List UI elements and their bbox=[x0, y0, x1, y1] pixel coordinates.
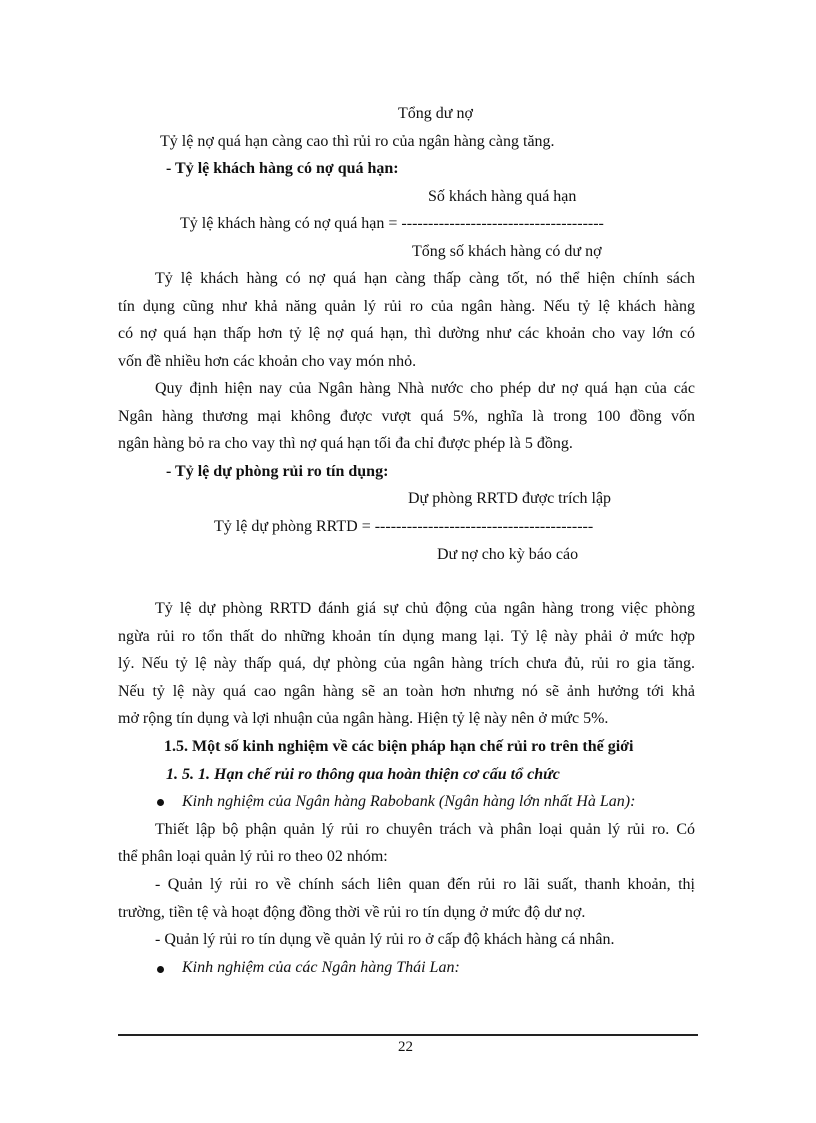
paragraph-line: Nếu tỷ lệ này quá cao ngân hàng sẽ an toàn hơn nhưng nó sẽ ảnh hưởng tới khả bbox=[118, 683, 695, 700]
paragraph-line: vốn đề nhiều hơn các khoản cho vay món nhỏ. bbox=[118, 353, 417, 370]
formula-numerator: Số khách hàng quá hạn bbox=[428, 188, 577, 205]
formula-line: Tỷ lệ dự phòng RRTD = ----------------------------------------- bbox=[214, 518, 594, 535]
bullet-icon bbox=[157, 799, 164, 806]
paragraph-line: trường, tiền tệ và hoạt động đồng thời về rủi ro tín dụng ở mức độ dư nợ. bbox=[118, 904, 586, 921]
paragraph-line: Tỷ lệ dự phòng RRTD đánh giá sự chủ động của ngân hàng trong việc phòng bbox=[155, 600, 695, 617]
paragraph-line: Tỷ lệ nợ quá hạn càng cao thì rủi ro của ngân hàng càng tăng. bbox=[160, 133, 555, 150]
formula-denominator: Dư nợ cho kỳ báo cáo bbox=[437, 546, 579, 563]
paragraph-line: có nợ quá hạn thấp hơn tỷ lệ nợ quá hạn, thì dường như các khoản cho vay lớn có bbox=[118, 325, 695, 342]
section-label: - Tỷ lệ dự phòng rủi ro tín dụng: bbox=[166, 463, 389, 480]
dash-item: - Quản lý rủi ro tín dụng về quản lý rủi ro ở cấp độ khách hàng cá nhân. bbox=[155, 931, 615, 948]
subsection-heading: 1. 5. 1. Hạn chế rủi ro thông qua hoàn thiện cơ cấu tổ chức bbox=[166, 766, 560, 783]
bullet-item: Kinh nghiệm của Ngân hàng Rabobank (Ngân hàng lớn nhất Hà Lan): bbox=[182, 793, 636, 810]
section-label: - Tỷ lệ khách hàng có nợ quá hạn: bbox=[166, 160, 399, 177]
formula-denominator: Tổng số khách hàng có dư nợ bbox=[412, 243, 602, 260]
paragraph-line: Tỷ lệ khách hàng có nợ quá hạn càng thấp càng tốt, nó thể hiện chính sách bbox=[155, 270, 695, 287]
paragraph-line: mở rộng tín dụng và lợi nhuận của ngân hàng. Hiện tỷ lệ này nên ở mức 5%. bbox=[118, 710, 609, 727]
bullet-icon bbox=[157, 966, 164, 973]
paragraph-line: tín dụng cũng như khả năng quản lý rủi ro của ngân hàng. Nếu tỷ lệ khách hàng bbox=[118, 298, 695, 315]
paragraph-line: ngừa rủi ro tổn thất do những khoản tín dụng mang lại. Tỷ lệ này phải ở mức hợp bbox=[118, 628, 695, 645]
formula-denominator: Tổng dư nợ bbox=[398, 105, 473, 122]
formula-numerator: Dự phòng RRTD được trích lập bbox=[408, 490, 612, 507]
paragraph-line: thể phân loại quản lý rủi ro theo 02 nhóm: bbox=[118, 848, 388, 865]
paragraph-line: Thiết lập bộ phận quản lý rủi ro chuyên trách và phân loại quản lý rủi ro. Có bbox=[155, 821, 695, 838]
paragraph-line: lý. Nếu tỷ lệ này thấp quá, dự phòng của ngân hàng trích chưa đủ, rủi ro gia tăng. bbox=[118, 655, 695, 672]
paragraph-line: ngân hàng bỏ ra cho vay thì nợ quá hạn tối đa chỉ được phép là 5 đồng. bbox=[118, 435, 573, 452]
section-heading: 1.5. Một số kinh nghiệm về các biện pháp hạn chế rủi ro trên thế giới bbox=[164, 738, 634, 755]
bullet-item: Kinh nghiệm của các Ngân hàng Thái Lan: bbox=[182, 959, 460, 976]
page-number: 22 bbox=[398, 1039, 413, 1055]
formula-line: Tỷ lệ khách hàng có nợ quá hạn = -------------------------------------- bbox=[180, 215, 604, 232]
paragraph-line: Quy định hiện nay của Ngân hàng Nhà nước cho phép dư nợ quá hạn của các bbox=[155, 380, 695, 397]
dash-item: - Quản lý rủi ro về chính sách liên quan đến rủi ro lãi suất, thanh khoản, thị bbox=[155, 876, 695, 893]
paragraph-line: Ngân hàng thương mại không được vượt quá 5%, nghĩa là trong 100 đồng vốn bbox=[118, 408, 695, 425]
footer-rule bbox=[118, 1034, 698, 1036]
